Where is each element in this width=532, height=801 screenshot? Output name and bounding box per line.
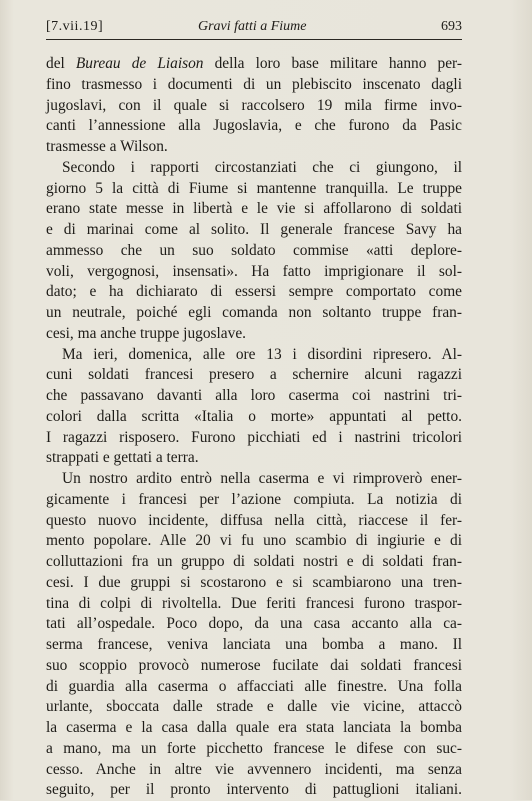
running-head [46, 14, 462, 36]
text-line: serma francese, veniva lanciata una bomba a mano. Il [46, 636, 462, 653]
text-line: urlante, sboccata dalle strade e dalle vie vicine, attaccò [46, 698, 462, 716]
text-line: che passavano davanti alla loro caserma coi nastrini tri- [46, 387, 462, 404]
text-line: cuni soldati francesi presero a schernire alcuni ragazzi [46, 366, 462, 384]
text-line: mento popolare. Alle 20 vi fu uno scambio di ingiurie e di [46, 532, 462, 550]
running-head-title: Gravi fatti a Fiume [198, 19, 307, 34]
text-line: tati all’ospedale. Poco dopo, da una casa accanto alla ca- [46, 615, 462, 633]
paragraph-start-line: Ma ieri, domenica, alle ore 13 i disordini ripresero. Al- [62, 345, 462, 363]
page-number: 693 [441, 19, 462, 34]
paragraph-start-line: Secondo i rapporti circostanziati che ci giungono, il [62, 158, 462, 176]
text-line: e di marinai come al solito. Il generale francese Savy ha [46, 221, 462, 238]
text-line: colori dalla scritta «Italia o morte» appuntati al petto. [46, 407, 462, 425]
text-line: voli, vergognosi, insensati». Ha fatto imprigionare il sol- [46, 262, 462, 280]
text-line: strappati e gettati a terra. [46, 449, 199, 467]
text-line: giorno 5 la città di Fiume si mantenne tranquilla. Le truppe [46, 179, 462, 197]
text-line: fino trasmesso i documenti di un plebiscito inscenato dagli [46, 75, 462, 93]
text-line: tina di colpi di rivoltella. Due feriti francesi furono traspor- [46, 594, 462, 612]
text-line: dato; e ha dichiarato di essersi sempre comportato come [46, 283, 462, 301]
text-line: questo nuovo incidente, diffusa nella città, riaccese il fer- [46, 511, 462, 529]
header-rule [46, 39, 462, 40]
text-line: seguito, per il pronto intervento di pattuglioni italiani. [46, 781, 462, 799]
text-line: cesso. Anche in altre vie avvennero incidenti, ma senza [46, 760, 462, 778]
body-text [46, 54, 462, 801]
text-line: erano state messe in libertà e le vie si affollarono di soldati [46, 200, 462, 218]
text-line: cesi. I due gruppi si scostarono e si scambiarono una tren- [46, 573, 462, 591]
text-line: ammesso che un suo soldato commise «atti deplore- [46, 241, 462, 259]
emphasis-bureau-de-liaison: Bureau de Liaison [75, 55, 204, 72]
running-head-date: [7.vii.19] [46, 19, 104, 34]
text-line: I ragazzi risposero. Furono picchiati ed i nastrini tricolori [46, 428, 462, 446]
text-line: canti l’annessione alla Jugoslavia, e che furono da Pasic [46, 117, 462, 135]
text-line: un neutrale, poiché egli comanda non soltanto truppe fran- [46, 304, 462, 321]
text-line: colluttazioni fra un gruppo di soldati nostri e di soldati fran- [46, 553, 462, 570]
text-line: del Bureau de Liaison della loro base militare hanno per- [46, 55, 462, 72]
paragraph-start-line: Un nostro ardito entrò nella caserma e vi rimproverò ener- [62, 470, 462, 487]
text-line: trasmesse a Wilson. [46, 138, 168, 155]
text-line: a mano, ma un forte picchetto francese le difese con suc- [46, 739, 462, 757]
text-line: jugoslavi, con il quale si raccolsero 19 mila firme invo- [46, 96, 462, 114]
text-line: di guardia alla caserma o affacciati alle finestre. Una folla [46, 677, 462, 695]
text-line: suo scoppio provocò numerose fucilate dai soldati francesi [46, 656, 462, 674]
text-line: la caserma e la casa dalla quale era stata lanciata la bomba [46, 719, 462, 736]
text-line: cesi, ma anche truppe jugoslave. [46, 324, 247, 342]
text-line: gicamente i francesi per l’azione compiuta. La notizia di [46, 490, 462, 508]
